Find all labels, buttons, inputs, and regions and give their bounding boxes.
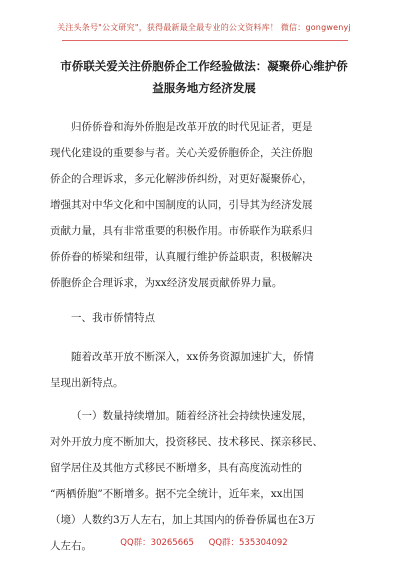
text-line: （一）数量持续增加。随着经济社会持续快速发展，	[71, 410, 313, 422]
text-line: 侨胞侨企合理诉求，为xx经济发展贡献侨界力量。	[50, 277, 283, 289]
footer-qq-group-2: QQ群：535304092	[208, 538, 288, 548]
paragraph-intro	[50, 114, 360, 296]
footer	[0, 536, 408, 548]
text-line: 侨侨眷的桥梁和纽带，认真履行维护侨益职责，积极解决	[50, 251, 313, 263]
title-line-2: 益服务地方经济发展	[152, 81, 256, 95]
text-line: 对外开放力度不断加大，投资移民、技术移民、探亲移民、	[50, 436, 323, 448]
text-line: 留学居住及其他方式移民不断增多，具有高度流动性的	[50, 462, 302, 474]
header-notice: 关注头条号"公文研究"，获得最新最全最专业的公文资料库！ 微信：gongwenyj	[57, 23, 351, 32]
section-heading: 一、我市侨情特点	[71, 312, 155, 324]
paragraph-overview	[50, 344, 360, 396]
text-line: 随着改革开放不断深入，xx侨务资源加速扩大，侨情	[71, 351, 314, 363]
text-line: 侨企的合理诉求，多元化解涉侨纠纷，对更好凝聚侨心，	[50, 173, 313, 185]
text-line: 归侨侨眷和海外侨胞是改革开放的时代见证者，更是	[71, 121, 313, 133]
text-line: 现代化建设的重要参与者。关心关爱侨胞侨企，关注侨胞	[50, 147, 313, 159]
text-line: （境）人数约3万人左右，加上其国内的侨眷侨属也在3万	[50, 514, 316, 526]
text-line: “两栖侨胞”不断增多。据不完全统计，近年来，xx出国	[50, 488, 304, 500]
footer-qq-group-1: QQ群：30265665	[120, 538, 194, 548]
section-heading-block	[50, 305, 360, 331]
text-line: 人左右。	[50, 540, 92, 552]
text-line: 贡献力量，具有非常重要的积极作用。市侨联作为联系归	[50, 225, 313, 237]
document-title	[50, 55, 358, 99]
header-divider	[62, 40, 348, 41]
text-line: 增强其对中华文化和中国制度的认同，引导其为经济发展	[50, 199, 313, 211]
text-line: 呈现出新特点。	[50, 377, 124, 389]
title-line-1: 市侨联关爱关注侨胞侨企工作经验做法：凝聚侨心维护侨	[60, 59, 348, 73]
